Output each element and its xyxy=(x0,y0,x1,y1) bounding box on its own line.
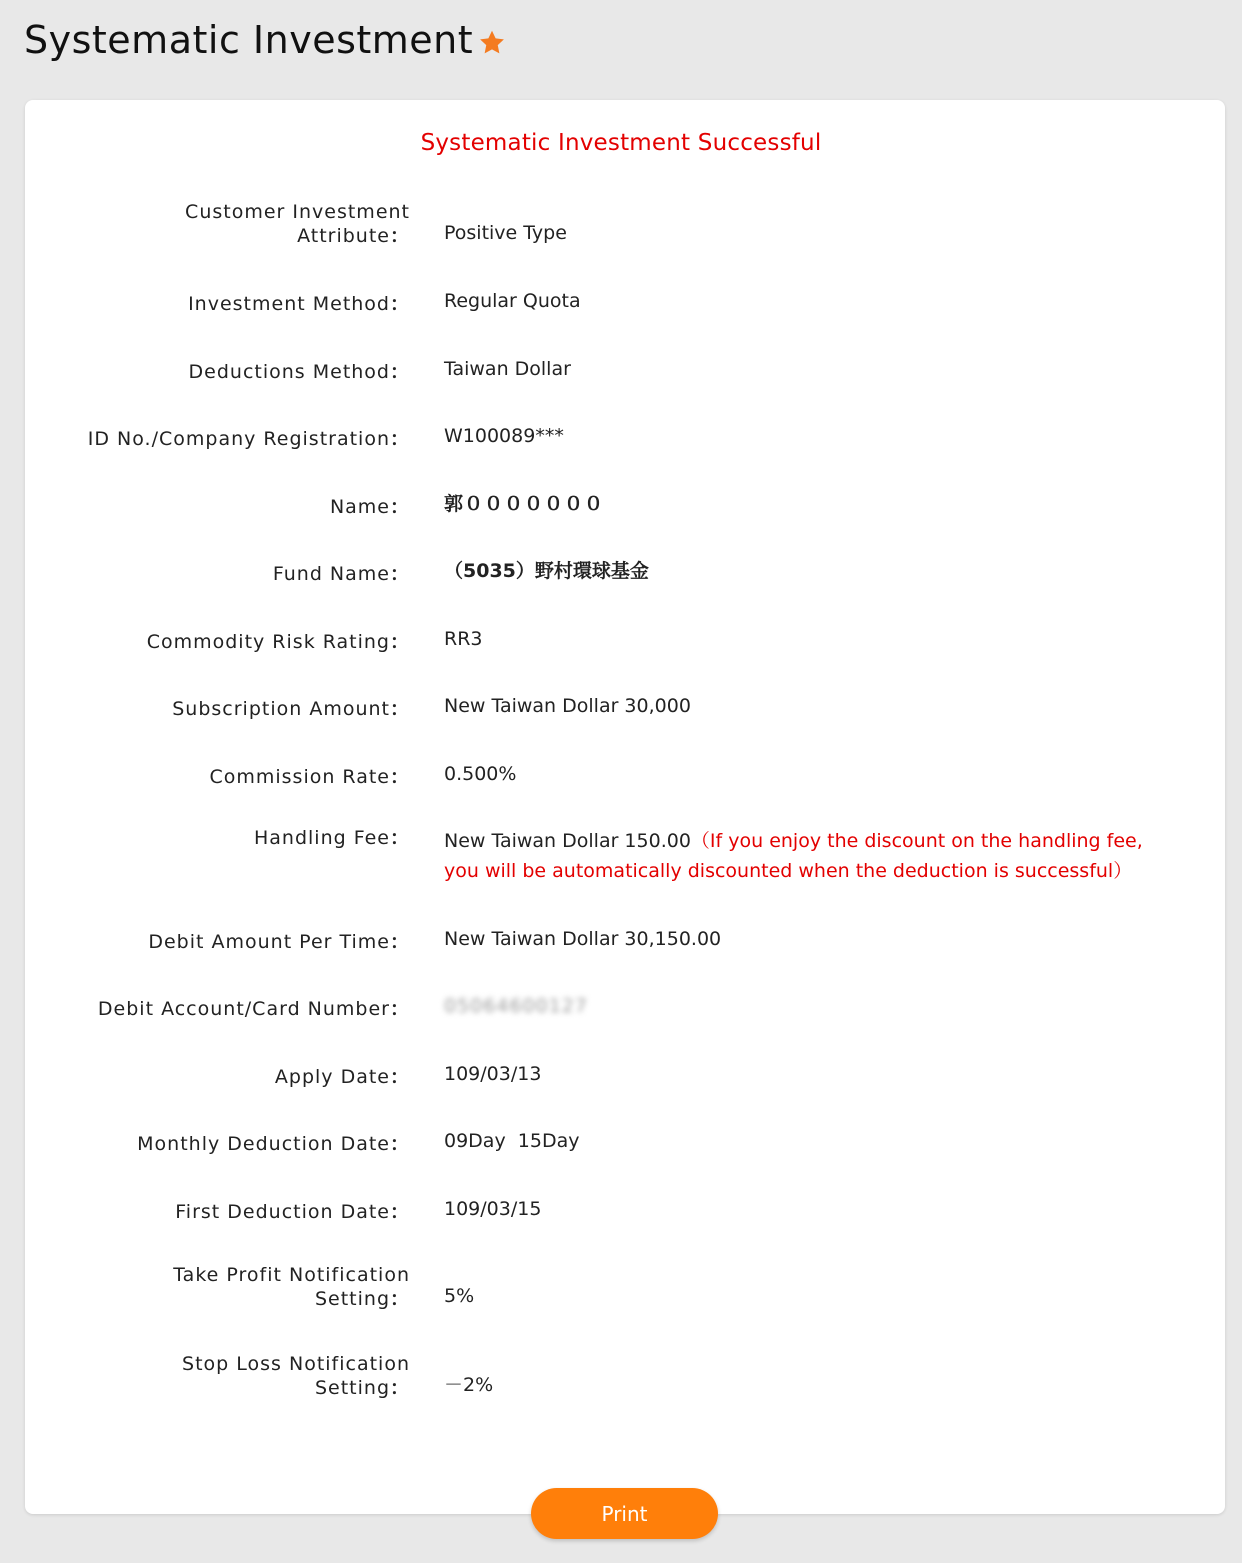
field-label: ID No./Company Registration： xyxy=(87,428,411,450)
field-label: Commodity Risk Rating： xyxy=(146,631,411,653)
field-name xyxy=(0,489,1242,519)
field-first-deduction-date xyxy=(0,1194,1242,1224)
page-title: Systematic Investment xyxy=(24,18,474,62)
field-debit-amount-per-time xyxy=(0,924,1242,954)
field-value: Positive Type xyxy=(444,222,567,244)
field-label: Debit Amount Per Time： xyxy=(148,931,411,953)
field-value: （5035）野村環球基金 xyxy=(444,560,649,582)
field-value: 郭０００００００ xyxy=(444,493,605,515)
field-value: 5% xyxy=(444,1285,475,1307)
star-icon[interactable] xyxy=(477,28,507,58)
field-label: Debit Account/Card Number： xyxy=(97,998,411,1020)
field-label: Customer Investment Attribute： xyxy=(185,201,411,247)
field-value: 05064600127 xyxy=(444,995,588,1017)
field-label: Handling Fee： xyxy=(253,827,411,849)
field-label: Apply Date： xyxy=(274,1066,411,1088)
field-label: Stop Loss Notification Setting： xyxy=(182,1353,411,1399)
field-subscription-amount xyxy=(0,691,1242,721)
field-value: Taiwan Dollar xyxy=(444,358,571,380)
print-button[interactable]: Print xyxy=(531,1488,718,1539)
page-header xyxy=(24,12,507,68)
field-label: Subscription Amount： xyxy=(172,698,411,720)
field-deductions-method xyxy=(0,354,1242,384)
handling-fee-note: （If you enjoy the discount on the handling fee, you will be automatically discounted when the deduction is successful） xyxy=(444,830,1143,882)
field-customer-investment-attribute xyxy=(0,196,1242,248)
field-label: Monthly Deduction Date： xyxy=(137,1133,411,1155)
field-commission-rate xyxy=(0,759,1242,789)
field-value: －2% xyxy=(444,1374,494,1396)
field-value xyxy=(444,826,1164,886)
field-label: Commission Rate： xyxy=(209,766,411,788)
field-id-number xyxy=(0,421,1242,451)
success-message: Systematic Investment Successful xyxy=(420,130,822,156)
field-monthly-deduction-date xyxy=(0,1126,1242,1156)
field-value: W100089*** xyxy=(444,425,564,447)
field-apply-date xyxy=(0,1059,1242,1089)
field-value: New Taiwan Dollar 30,150.00 xyxy=(444,928,722,950)
field-fund-name xyxy=(0,556,1242,586)
field-take-profit-notification xyxy=(0,1259,1242,1311)
field-stop-loss-notification xyxy=(0,1348,1242,1400)
field-label: Take Profit Notification Setting： xyxy=(173,1264,411,1310)
field-label: Deductions Method： xyxy=(188,361,411,383)
field-handling-fee xyxy=(0,826,1242,886)
field-debit-account xyxy=(0,991,1242,1021)
field-label: Name： xyxy=(329,496,411,518)
field-value: New Taiwan Dollar 30,000 xyxy=(444,695,691,717)
field-commodity-risk-rating xyxy=(0,624,1242,654)
field-value: 0.500% xyxy=(444,763,517,785)
field-value: 09Day 15Day xyxy=(444,1130,580,1152)
field-value: RR3 xyxy=(444,628,483,650)
field-label: Investment Method： xyxy=(188,293,411,315)
field-investment-method xyxy=(0,286,1242,316)
field-label: First Deduction Date： xyxy=(175,1201,411,1223)
field-value: Regular Quota xyxy=(444,290,581,312)
field-value: 109/03/15 xyxy=(444,1198,542,1220)
field-value: 109/03/13 xyxy=(444,1063,542,1085)
handling-fee-amount: New Taiwan Dollar 150.00 xyxy=(444,830,691,852)
field-label: Fund Name： xyxy=(272,563,411,585)
